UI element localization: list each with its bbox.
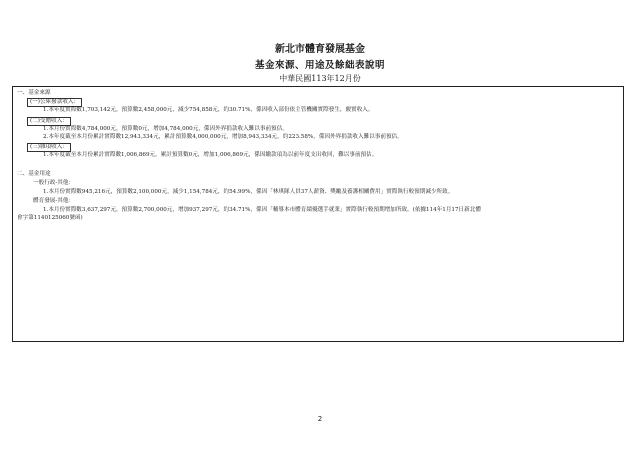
use-heading: 二、基金用途 bbox=[17, 171, 51, 177]
page-number: 2 bbox=[317, 415, 323, 423]
org-title: 新北市體育發展基金 bbox=[275, 44, 365, 55]
source-sub3-item1: 1.本年度截至本月份累計實際數1,006,869元，累計預算數0元，增加1,006,869元，係因繳款項為以前年度支出收回，難以事前預估。 bbox=[43, 152, 378, 158]
use-sub2-item1-line2: 會字第1140125060號函) bbox=[17, 215, 83, 221]
source-sub2-item1: 1.本月份實際數4,784,000元，預算數0元，增加4,784,000元，係因外界捐款收入難以事前預估。 bbox=[43, 126, 288, 132]
use-sub1-item1: 1.本月份實際數945,216元，預算數2,100,000元，減少1,154,784元，約54.99%，係因「林琪隊人員37人薪資、獎勵及養護相關費用」實際執行較預期減少所致。 bbox=[43, 189, 454, 195]
source-heading: 一、基金來源 bbox=[17, 90, 51, 96]
source-sub3-label: (三)雜項收入： bbox=[27, 143, 71, 152]
report-period: 中華民國113年12月份 bbox=[279, 74, 361, 83]
source-sub1-label: (一)公庫撥款收入： bbox=[27, 98, 82, 107]
report-title: 基金來源、用途及餘絀表說明 bbox=[254, 60, 385, 71]
source-sub1-text: 1.本年度實際數1,703,142元，預算數2,458,000元，減少754,858元，約30.71%，係因收入部份依主管機關實際發生，覈實收入。 bbox=[43, 107, 374, 113]
use-sub1-label: 一般行政-其他： bbox=[33, 180, 75, 186]
source-sub2-item2: 2.本年度截至本月份累計實際數12,943,334元，累計預算數4,000,000元，增加8,943,334元，約223.58%，係因外界捐款收入難以事前預估。 bbox=[43, 134, 403, 140]
explanation-box bbox=[12, 86, 624, 342]
use-sub2-item1-line1: 1.本月份實際數3,637,297元，預算數2,700,000元，增加937,297元，約34.71%，係因「輔導本市體育績優選手就業」實際執行較預期增加所致。(依據114年1月17日新北體 bbox=[43, 207, 481, 213]
source-sub2-label: (二)受贈收入： bbox=[27, 117, 71, 126]
use-sub2-label: 體育發展-其他： bbox=[33, 198, 75, 204]
